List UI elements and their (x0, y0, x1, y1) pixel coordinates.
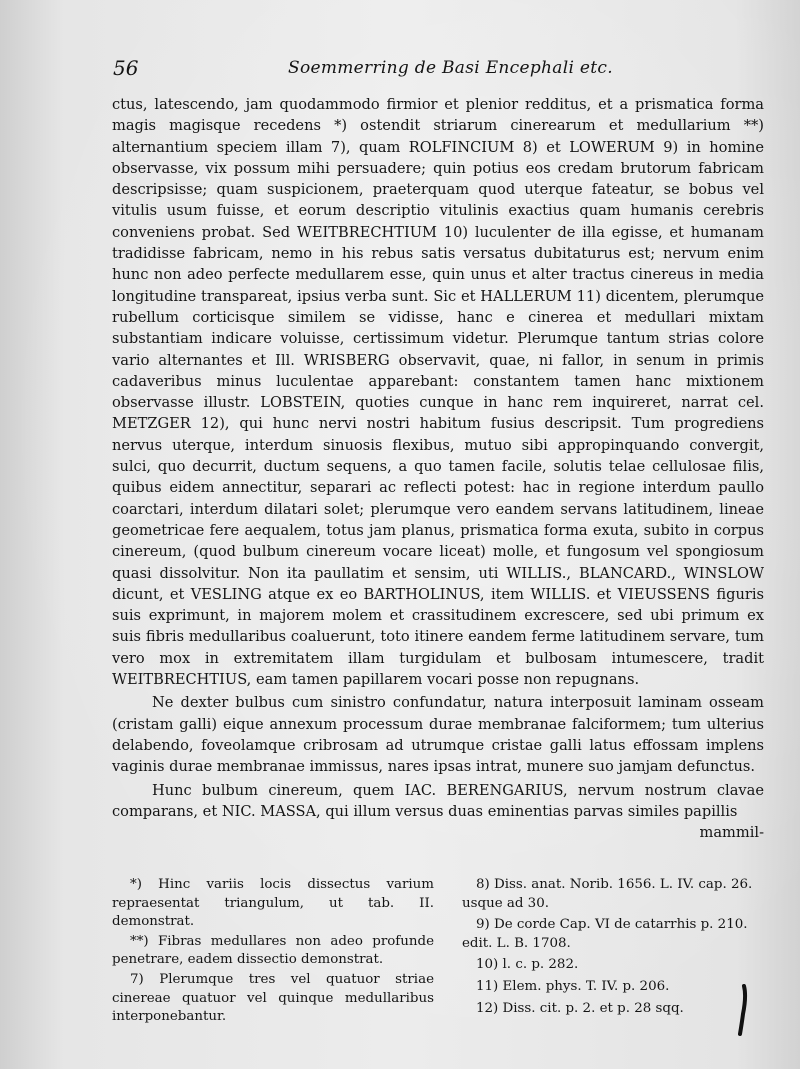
footnotes-right-column (462, 876, 767, 1021)
footnote: 8) Diss. anat. Norib. 1656. L. IV. cap. 26. usque ad 30. (462, 877, 753, 911)
paragraph-2: Ne dexter bulbus cum sinistro confundatur, natura interposuit laminam osseam (cristam galli) eique annexum processum durae membranae falciformem; tum ulterius delabendo, foveolamque cribrosam ad utrumque cristae galli latus effossam implens vaginis durae membranae immissus, nares ipsas intrat, munere suo jamjam defunctus. (112, 694, 764, 776)
footnote: *) Hinc variis locis dissectus varium repraesentat triangulum, ut tab. II. demonstrat. (112, 877, 434, 930)
footnote: 9) De corde Cap. VI de catarrhis p. 210. edit. L. B. 1708. (462, 917, 748, 951)
footnote: 12) Diss. cit. p. 2. et p. 28 sqq. (476, 1000, 684, 1016)
footnotes-left-column (112, 876, 434, 1028)
footnote: **) Fibras medullares non adeo profunde penetrare, eadem dissectio demonstrat. (112, 933, 434, 968)
paragraph-3: Hunc bulbum cinereum, quem IAC. BERENGARIUS, nervum nostrum clavae comparans, et NIC. MASSA, qui illum versus duas eminentias parvas similes papillis (112, 781, 764, 820)
catchword: mammil- (699, 824, 764, 842)
ink-mark-icon (736, 984, 750, 1036)
paragraph-1: ctus, latescendo, jam quodammodo firmior et plenior redditus, et a prismatica forma magis magisque recedens *) ostendit striarum cinerearum et medullarium **) alternantium speciem illam 7), quam ROLFINCIUM 8) et LOWERUM 9) in homine observasse, vix possum mihi persuadere; quin potius eos credam brutorum fabricam descripsisse; quam suspicionem, praeterquam quod uterque fateatur, se bobus vel vitulis usum fuisse, et eorum descriptio vitulinis exactius quam humanis cerebris conveniens probat. Sed WEITBRECHTIUM 10) luculenter de illa egisse, et humanam tradidisse fabricam, nemo in his rebus satis versatus dubitaturus est; nervum enim hunc non adeo perfecte medullarem esse, quin unus et alter tractus cinereus in media longitudine transpareat, ipsius verba sunt. Sic et HALLERUM 11) dicentem, plerumque rubellum corticisque similem se vidisse, hanc e cinerea et medullari mixtam substantiam indicare voluisse, certissimum videtur. Plerumque tantum strias colore vario alternantes et Ill. WRISBERG observavit, quae, ni fallor, in senum in primis cadaveribus minus luculentae apparebant: constantem tamen hanc mixtionem observasse illustr. LOBSTEIN, quoties cunque in hanc rem inquireret, narrat cel. METZGER 12), qui hunc nervi nostri habitum fusius descripsit. Tum progrediens nervus uterque, interdum sinuosis flexibus, mutuo sibi appropinquando convergit, sulci, quo decurrit, ductum sequens, a quo tamen facile, solutis telae cellulosae filis, quibus eidem annectitur, separari ac reflecti potest: hac in regione interdum paullo coarctari, interdum dilatari solet; plerumque vero eandem servans latitudinem, lineae geometricae fere aequalem, totus jam planus, prismatica forma exuta, subito in corpus cinereum, (quod bulbum cinereum vocare liceat) molle, et fungosum vel spongiosum quasi dissolvitur. Non ita paullatim et sensim, uti WILLIS., BLANCARD., WINSLOW dicunt, et VESLING atque ex eo BARTHOLINUS, item WILLIS. et VIEUSSENS figuris suis exprimunt, in majorem molem et crassitudinem excrescere, sed ubi primum ex suis fibris medullaribus coaluerunt, toto itinere eandem ferme latitudinem servare, tum vero mox in extremitatem illam turgidulam et bulbosam intumescere, tradit WEITBRECHTIUS, eam tamen papillarem vocari posse non repugnans. (112, 96, 764, 689)
footnote: 10) l. c. p. 282. (476, 957, 579, 973)
page-number: 56 (113, 56, 139, 80)
running-head: Soemmerring de Basi Encephali etc. (288, 58, 613, 78)
main-text (112, 94, 764, 843)
footnote: 7) Plerumque tres vel quatuor striae cinereae quatuor vel quinque medullaribus interponebantur. (112, 971, 434, 1025)
footnote: 11) Elem. phys. T. IV. p. 206. (476, 978, 670, 994)
